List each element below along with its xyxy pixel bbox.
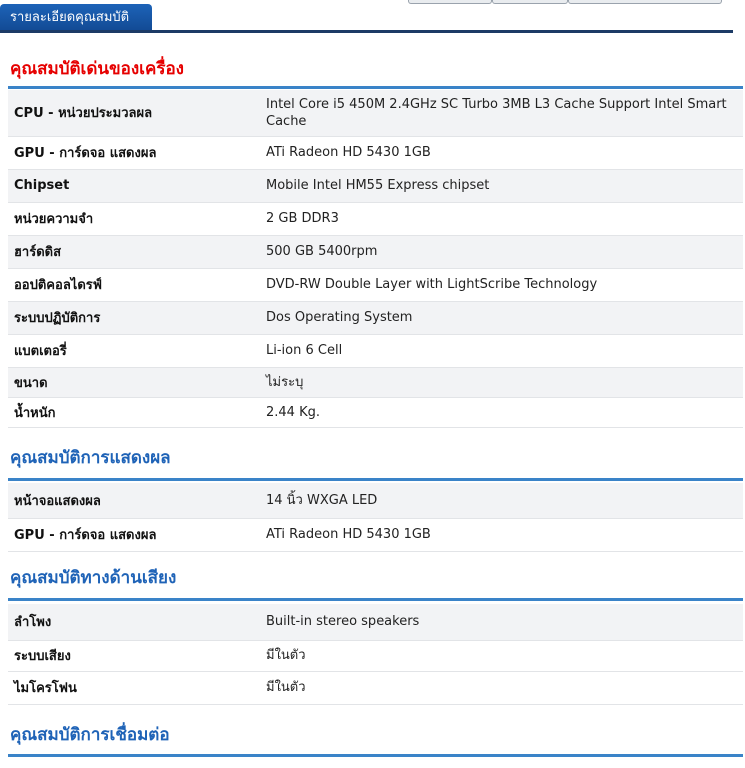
table-row [8, 334, 743, 367]
spec-label: ฮาร์ดดิส [8, 235, 260, 268]
table-row [8, 367, 743, 397]
table-row [8, 640, 743, 671]
spec-label: น้ำหนัก [8, 397, 260, 427]
spec-value: ไม่ระบุ [260, 367, 743, 397]
tab-bar [0, 0, 733, 34]
spec-value: มีในตัว [260, 640, 743, 671]
spec-value: ATi Radeon HD 5430 1GB [260, 136, 743, 169]
spec-label: ออปติคอลไดรฟ์ [8, 268, 260, 301]
section-rule [8, 754, 743, 757]
table-row [8, 90, 743, 136]
spec-table-display [8, 483, 743, 552]
spec-value: Built-in stereo speakers [260, 604, 743, 640]
spec-label: ระบบปฏิบัติการ [8, 301, 260, 334]
section-title-connectivity: คุณสมบัติการเชื่อมต่อ [10, 725, 170, 745]
table-row [8, 136, 743, 169]
spec-value: Intel Core i5 450M 2.4GHz SC Turbo 3MB L3 Cache Support Intel Smart Cache [260, 90, 743, 136]
spec-label: GPU - การ์ดจอ แสดงผล [8, 518, 260, 551]
spec-label: หน่วยความจำ [8, 202, 260, 235]
spec-value: Li-ion 6 Cell [260, 334, 743, 367]
tab-deco-2 [492, 0, 568, 4]
table-row [8, 268, 743, 301]
spec-value: มีในตัว [260, 671, 743, 704]
spec-value: 2 GB DDR3 [260, 202, 743, 235]
spec-value: Dos Operating System [260, 301, 743, 334]
spec-table-features [8, 90, 743, 428]
spec-value: DVD-RW Double Layer with LightScribe Technology [260, 268, 743, 301]
spec-label: CPU - หน่วยประมวลผล [8, 90, 260, 136]
spec-value: Mobile Intel HM55 Express chipset [260, 169, 743, 202]
spec-value: 14 นิ้ว WXGA LED [260, 483, 743, 518]
table-row [8, 483, 743, 518]
spec-value: 500 GB 5400rpm [260, 235, 743, 268]
section-rule [8, 478, 743, 481]
spec-table-audio [8, 604, 743, 705]
table-row [8, 169, 743, 202]
table-row [8, 235, 743, 268]
tab-spec-details[interactable]: รายละเอียดคุณสมบัติ [0, 4, 152, 31]
table-row [8, 397, 743, 427]
table-row [8, 671, 743, 704]
spec-value: 2.44 Kg. [260, 397, 743, 427]
table-row [8, 604, 743, 640]
spec-label: ระบบเสียง [8, 640, 260, 671]
spec-label: ขนาด [8, 367, 260, 397]
table-row [8, 301, 743, 334]
spec-label: หน้าจอแสดงผล [8, 483, 260, 518]
tab-deco-3 [568, 0, 722, 4]
tab-underline [0, 30, 733, 33]
section-title-audio: คุณสมบัติทางด้านเสียง [10, 568, 177, 588]
table-row [8, 518, 743, 551]
spec-value: ATi Radeon HD 5430 1GB [260, 518, 743, 551]
spec-label: แบตเตอรี่ [8, 334, 260, 367]
section-rule [8, 86, 743, 89]
section-rule [8, 598, 743, 601]
spec-label: Chipset [8, 169, 260, 202]
spec-label: ลำโพง [8, 604, 260, 640]
tab-deco-1 [408, 0, 492, 4]
section-title-display: คุณสมบัติการแสดงผล [10, 448, 171, 468]
table-row [8, 202, 743, 235]
section-title-features: คุณสมบัติเด่นของเครื่อง [10, 59, 184, 79]
spec-label: GPU - การ์ดจอ แสดงผล [8, 136, 260, 169]
spec-label: ไมโครโฟน [8, 671, 260, 704]
